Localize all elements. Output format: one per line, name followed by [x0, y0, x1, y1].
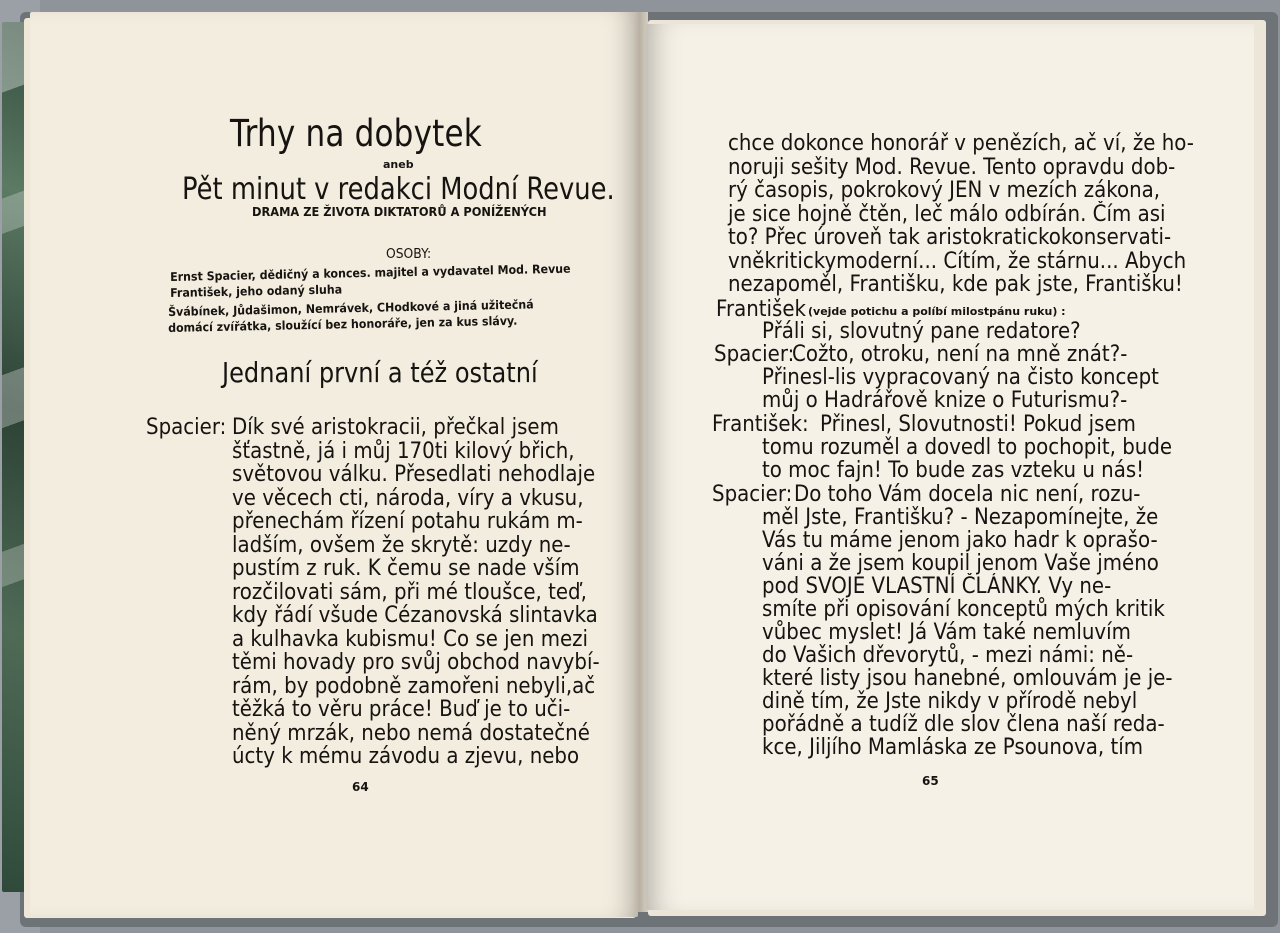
- speaker-label: František:: [712, 412, 809, 437]
- text-line: ladším, ovšem že skrytě: uzdy ne-: [232, 533, 571, 558]
- text-line: Vás tu máme jenom jako hadr k oprašo-: [762, 528, 1158, 553]
- text-line: rý časopis, pokrokový JEN v mezích zákona,: [728, 178, 1161, 203]
- text-line: pod SVOJE VLASTNÍ ČLÁNKY. Vy ne-: [762, 574, 1112, 599]
- speaker-label: Spacier:: [712, 482, 793, 507]
- left-page: [30, 12, 638, 917]
- text-line: těmi hovady pro svůj obchod navybí-: [232, 650, 600, 675]
- text-line: do Vašich dřevorytů, - mezi námi: ně-: [762, 643, 1134, 668]
- text-line: vůbec myslet! Já Vám také nemluvím: [762, 620, 1131, 645]
- text-line: světovou válku. Přesedlati nehodlaje: [232, 462, 596, 487]
- osoby-heading: OSOBY:: [386, 247, 432, 262]
- text-line: to moc fajn! To bude zas vzteku u nás!: [762, 458, 1145, 483]
- text-line: Do toho Vám docela nic není, rozu-: [794, 482, 1141, 507]
- text-line: je sice hojně čtěn, leč málo odbírán. Čím asi: [728, 202, 1166, 227]
- act-heading: Jednaní první a též ostatní: [222, 356, 538, 389]
- text-line: kce, Jiljího Mamláska ze Psounova, tím: [762, 735, 1144, 760]
- text-line: tomu rozuměl a dovedl to pochopit, bude: [762, 435, 1173, 460]
- text-line: přenechám řízení potahu rukám m-: [232, 509, 583, 534]
- text-line: pořádně a tudíž dle slov člena naší reda-: [762, 712, 1165, 737]
- text-line: dině tím, že Jste nikdy v přírodě nebyl: [762, 689, 1138, 714]
- cast-line: Ernst Spacier, dědičný a konces. majitel a vydavatel Mod. Revue: [170, 261, 571, 284]
- aneb-label: aneb: [383, 158, 414, 171]
- text-line: chce dokonce honorář v penězích, ač ví, že ho-: [728, 131, 1194, 156]
- page-number: 65: [922, 774, 939, 788]
- text-line: můj o Hadrářově knize o Futurismu?-: [762, 388, 1128, 413]
- text-line: těžká to věru práce! Buď je to uči-: [232, 697, 571, 722]
- text-line: ve věcech cti, národa, víry a vkusu,: [232, 486, 584, 511]
- speaker-label: Spacier:: [146, 415, 227, 440]
- page-subtitle: Pět minut v redakci Modní Revue.: [182, 172, 615, 207]
- text-line: šťastně, já i můj 170ti kilový břich,: [232, 439, 575, 464]
- text-line: měl Jste, Františku? - Nezapomínejte, že: [762, 505, 1159, 530]
- speaker-label: František: [716, 297, 806, 322]
- right-page: [646, 24, 1254, 910]
- text-line: vněkritickymoderní... Cítím, že stárnu... Abych: [728, 249, 1187, 274]
- text-line: váni a že jsem koupil jenom Vaše jméno: [762, 551, 1159, 576]
- text-line: smíte při opisování konceptů mých kritik: [762, 597, 1165, 622]
- text-line: pustím z ruk. K čemu se nade vším: [232, 556, 580, 581]
- text-line: Cožto, otroku, není na mně znát?-: [792, 342, 1128, 367]
- text-line: kdy řádí všude Cézanovská slintavka: [232, 603, 598, 628]
- text-line: nezapoměl, Františku, kde pak jste, Františku!: [728, 272, 1183, 297]
- stage-direction: (vejde potichu a políbí milostpánu ruku) :: [808, 305, 1066, 318]
- genre-line: DRAMA ZE ŽIVOTA DIKTATORŮ A PONÍŽENÝCH: [252, 205, 547, 219]
- text-line: Přinesl, Slovutnosti! Pokud jsem: [820, 412, 1136, 437]
- cast-line: František, jeho odaný sluha: [170, 282, 343, 300]
- text-line: to? Přec úroveň tak aristokratickokonservati-: [728, 225, 1172, 250]
- text-line: Přinesl-lis vypracovaný na čisto koncept: [762, 365, 1159, 390]
- text-line: Dík své aristokracii, přečkal jsem: [232, 415, 559, 440]
- text-line: rám, by podobně zamořeni nebyli,ač: [232, 674, 596, 699]
- text-line: a kulhavka kubismu! Co se jen mezi: [232, 627, 589, 652]
- text-line: něný mrzák, nebo nemá dostatečné: [232, 721, 590, 746]
- speaker-label: Spacier:: [714, 342, 795, 367]
- text-line: noruji sešity Mod. Revue. Tento opravdu dob-: [728, 155, 1176, 180]
- text-line: rozčilovati sám, při mé tloušce, teď,: [232, 580, 587, 605]
- cast-line: domácí zvířátka, sloužící bez honoráře, jen za kus slávy.: [168, 313, 518, 335]
- page-number: 64: [352, 780, 369, 794]
- cast-line: Švábínek, Jůdašimon, Nemrávek, CHodkové a jiná užitečná: [168, 297, 534, 319]
- text-line: Přáli si, slovutný pane redatore?: [762, 319, 1081, 344]
- page-title: Trhy na dobytek: [230, 112, 482, 155]
- text-line: které listy jsou hanebné, omlouvám je je-: [762, 666, 1173, 691]
- text-line: úcty k mému závodu a zjevu, nebo: [232, 744, 580, 769]
